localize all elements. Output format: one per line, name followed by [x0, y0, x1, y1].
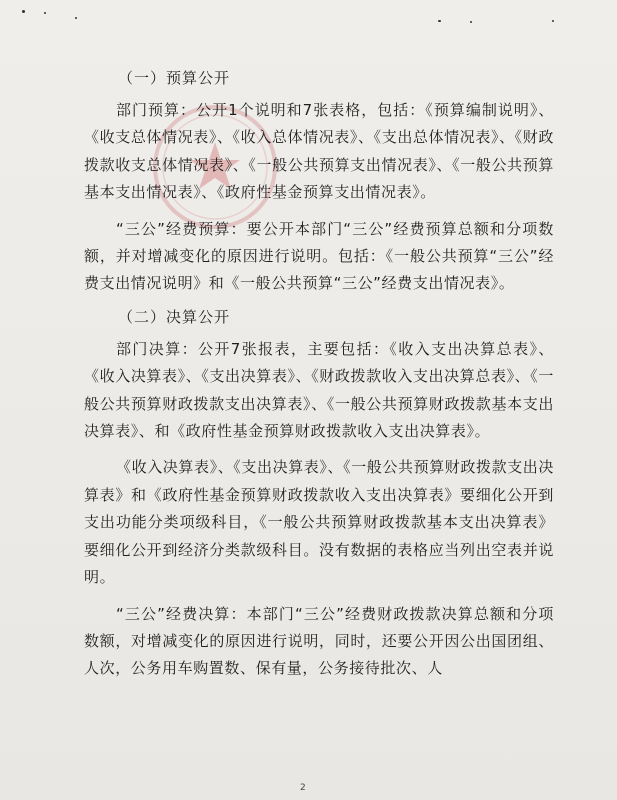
document-body — [84, 68, 554, 692]
paragraph-department-final-accounts: 部门决算：公开7张报表，主要包括：《收入支出决算总表》、《收入决算表》、《支出决算表》、《财政拨款收入支出决算总表》、《一般公共预算财政拨款支出决算表》、《一般公共预算财政拨款基本支出决算表》、和《政府性基金预算财政拨款收入支出决算表》。 — [84, 339, 554, 441]
page-number: 2 — [300, 783, 306, 793]
scan-speck — [44, 12, 46, 14]
paragraph-department-budget: 部门预算：公开1个说明和7张表格，包括：《预算编制说明》、《收支总体情况表》、《收入总体情况表》、《支出总体情况表》、《财政拨款收支总体情况表》、《一般公共预算支出情况表》、《一般公共预算基本支出情况表》、《政府性基金预算支出情况表》。 — [84, 101, 554, 202]
section-heading-final-accounts: （二）决算公开 — [118, 307, 231, 326]
scan-speck — [75, 17, 77, 19]
section-heading-budget: （一）预算公开 — [118, 69, 231, 87]
paragraph-three-public-final-accounts: “三公”经费决算：本部门“三公”经费财政拨款决算总额和分项数额，对增减变化的原因进行说明，同时，还要公开因公出国团组、人次，公务用车购置数、保有量，公务接待批次、人 — [84, 604, 554, 678]
paragraph-detailed-disclosure: 《收入决算表》、《支出决算表》、《一般公共预算财政拨款支出决算表》和《政府性基金预算财政拨款收入支出决算表》要细化公开到支出功能分类项级科目，《一般公共预算财政拨款基本支出决算表》要细化公开到经济分类款级科目。没有数据的表格应当列出空表并说明。 — [84, 458, 555, 587]
scan-speck — [552, 20, 554, 22]
paragraph-three-public-budget: “三公”经费预算：要公开本部门“三公”经费预算总额和分项数额，并对增减变化的原因进行说明。包括：《一般公共预算“三公”经费支出情况说明》和《一般公共预算“三公”经费支出情况表》。 — [84, 219, 554, 293]
scan-speck — [470, 21, 472, 23]
scan-speck — [438, 20, 441, 22]
scan-speck — [22, 10, 25, 13]
